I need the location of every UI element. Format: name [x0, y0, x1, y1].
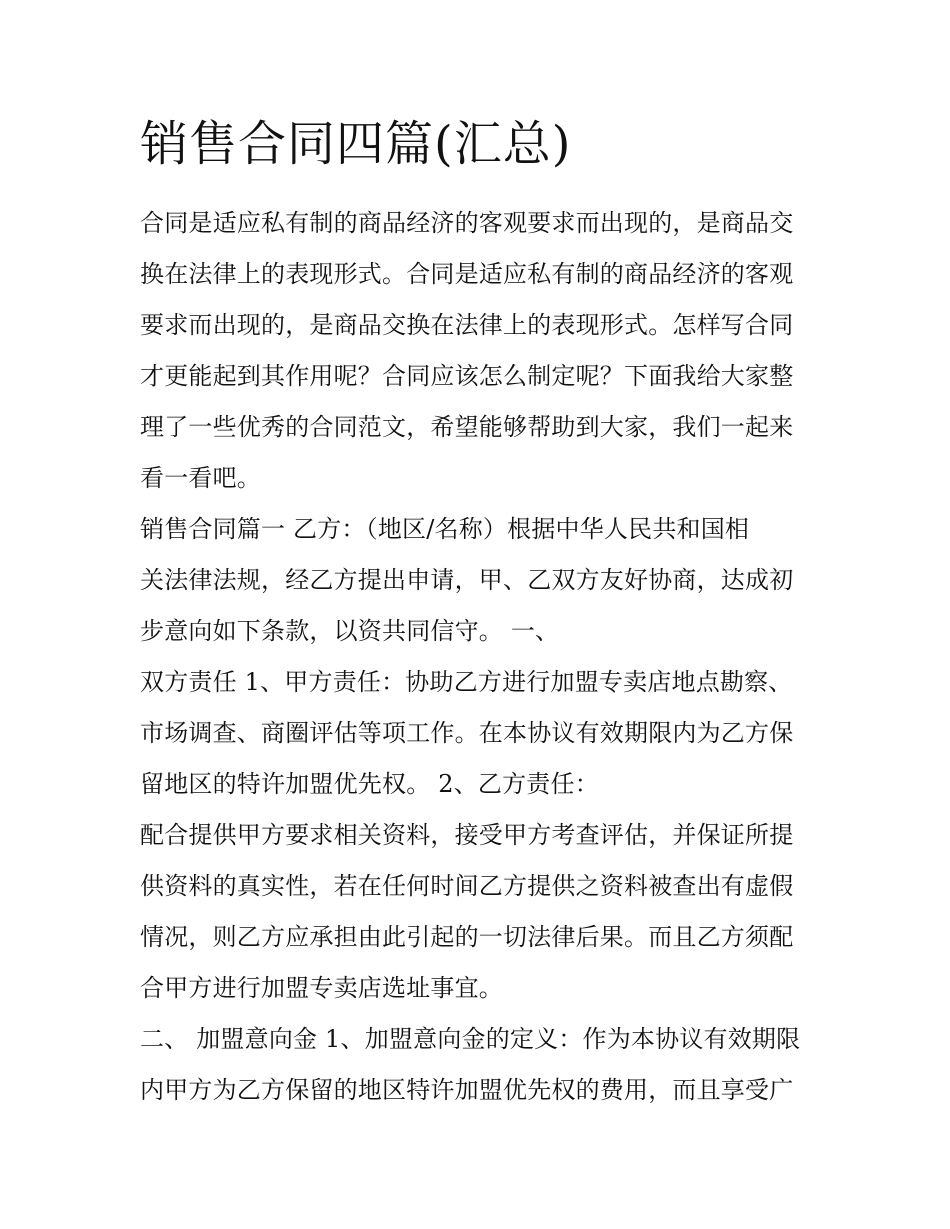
body-line: 合甲方进行加盟专卖店选址事宜。	[140, 974, 503, 1002]
body-line: 内甲方为乙方保留的地区特许加盟优先权的费用，而且享受广	[140, 1076, 794, 1104]
body-line: 才更能起到其作用呢？合同应该怎么制定呢？下面我给大家整	[140, 362, 794, 390]
body-line: 销售合同篇一 乙方：（地区/名称）根据中华人民共和国相	[140, 515, 750, 543]
body-line: 要求而出现的，是商品交换在法律上的表现形式。怎样写合同	[140, 311, 794, 339]
body-line: 看一看吧。	[140, 464, 261, 492]
document-title: 销售合同四篇(汇总)	[140, 116, 572, 172]
body-line: 市场调查、商圈评估等项工作。在本协议有效期限内为乙方保	[140, 719, 794, 747]
document-body	[140, 198, 820, 1116]
body-line: 供资料的真实性，若在任何时间乙方提供之资料被查出有虚假	[140, 872, 794, 900]
body-line: 换在法律上的表现形式。合同是适应私有制的商品经济的客观	[140, 260, 794, 288]
body-line: 配合提供甲方要求相关资料，接受甲方考查评估，并保证所提	[140, 821, 794, 849]
body-line: 关法律法规，经乙方提出申请，甲、乙双方友好协商，达成初	[140, 566, 794, 594]
body-line: 留地区的特许加盟优先权。 2、乙方责任：	[140, 770, 599, 798]
body-line: 二、 加盟意向金 1、加盟意向金的定义：作为本协议有效期限	[140, 1025, 801, 1053]
body-line: 合同是适应私有制的商品经济的客观要求而出现的，是商品交	[140, 209, 794, 237]
body-line: 双方责任 1、甲方责任：协助乙方进行加盟专卖店地点勘察、	[140, 668, 793, 696]
body-line: 理了一些优秀的合同范文，希望能够帮助到大家，我们一起来	[140, 413, 794, 441]
body-line: 步意向如下条款，以资共同信守。 一、	[140, 617, 560, 645]
body-line: 情况，则乙方应承担由此引起的一切法律后果。而且乙方须配	[140, 923, 794, 951]
